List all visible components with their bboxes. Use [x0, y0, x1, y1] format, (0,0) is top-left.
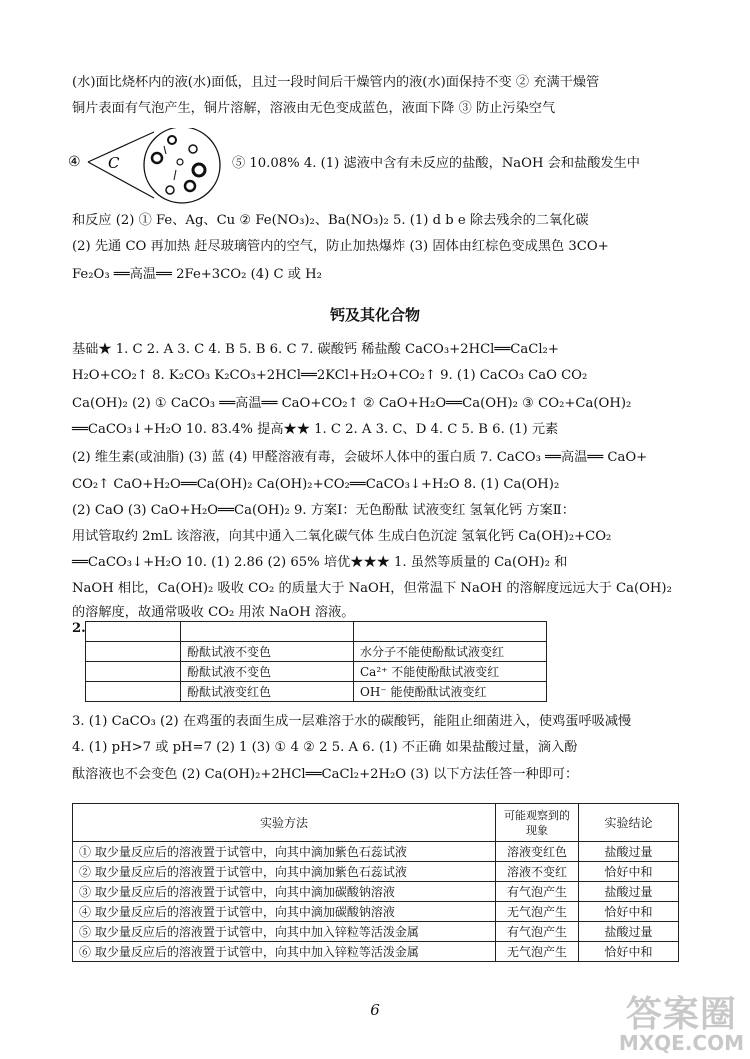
text-line: Ca(OH)₂ (2) ① CaCO₃ ══高温══ CaO+CO₂↑ ② CaO+H₂O══Ca(OH)₂ ③ CO₂+Ca(OH)₂	[72, 396, 632, 411]
section-title: 钙及其化合物	[329, 306, 420, 324]
text-line: Fe₂O₃ ══高温══ 2Fe+3CO₂ (4) C 或 H₂	[72, 267, 322, 282]
table-cell: 无气泡产生	[496, 902, 579, 922]
watermark-text: 答案圈	[625, 994, 737, 1035]
table-cell: 酚酞试液不变色	[181, 662, 354, 682]
particle-icon	[168, 136, 176, 144]
table-cell: 酚酞试液不变色	[181, 642, 354, 662]
table-row	[73, 862, 679, 882]
table-cell: ② 取少量反应后的溶液置于试管中，向其中滴加紫色石蕊试液	[73, 862, 496, 882]
table-row	[86, 662, 547, 682]
particle-icon	[193, 164, 205, 176]
table-header-row	[73, 804, 679, 842]
text-line: 4. (1) pH>7 或 pH=7 (2) 1 (3) ① 4 ② 2 5. A 6. (1) 不正确 如果盐酸过量，滴入酚	[72, 740, 578, 755]
table-cell: 无气泡产生	[496, 942, 579, 962]
particle-icon	[177, 159, 183, 165]
table-cell: 恰好中和	[579, 862, 679, 882]
text-line: 铜片表面有气泡产生，铜片溶解，溶液由无色变成蓝色，液面下降 ③ 防止污染空气	[72, 101, 556, 116]
table-cell: ④ 取少量反应后的溶液置于试管中，向其中滴加碳酸钠溶液	[73, 902, 496, 922]
watermark	[619, 986, 744, 1055]
table-cell: 水分子不能使酚酞试液变红	[354, 642, 547, 662]
text-line: (2) 先通 CO 再加热 赶尽玻璃管内的空气，防止加热爆炸 (3) 固体由红棕色变成黑色 3CO+	[72, 239, 609, 254]
text-line: (2) CaO (3) CaO+H₂O══Ca(OH)₂ 9. 方案Ⅰ：无色酚酞 试液变红 氢氧化钙 方案Ⅱ：	[72, 503, 575, 518]
column-header: 可能观察到的现象	[496, 804, 579, 842]
diagram-marker: ④	[68, 154, 81, 170]
text-line: NaOH 相比，Ca(OH)₂ 吸收 CO₂ 的质量大于 NaOH，但常温下 NaOH 的溶解度远远大于 Ca(OH)₂	[72, 581, 672, 596]
table-cell: 盐酸过量	[579, 882, 679, 902]
table-row	[73, 842, 679, 862]
text-line: 基础★ 1. C 2. A 3. C 4. B 5. B 6. C 7. 碳酸钙 稀盐酸 CaCO₃+2HCl══CaCl₂+	[72, 342, 559, 357]
text-line: 和反应 (2) ① Fe、Ag、Cu ② Fe(NO₃)₂、Ba(NO₃)₂ 5. (1) d b e 除去残余的二氧化碳	[72, 213, 589, 228]
table-row	[86, 682, 547, 702]
table-cell: 恰好中和	[579, 942, 679, 962]
answer-table-2	[72, 803, 679, 962]
table-cell: 有气泡产生	[496, 882, 579, 902]
text-line: (2) 维生素(或油脂) (3) 蓝 (4) 甲醛溶液有毒，会破坏人体中的蛋白质 7. CaCO₃ ══高温══ CaO+	[72, 450, 648, 465]
text-line: 的溶解度，故通常吸收 CO₂ 用浓 NaOH 溶液。	[72, 605, 355, 620]
question-label: 2.	[72, 621, 86, 636]
table-cell: OH⁻ 能使酚酞试液变红	[354, 682, 547, 702]
text-line: CO₂↑ CaO+H₂O══Ca(OH)₂ Ca(OH)₂+CO₂══CaCO₃↓+H₂O 8. (1) Ca(OH)₂	[72, 477, 560, 492]
column-header: 实验结论	[579, 804, 679, 842]
table-row	[73, 942, 679, 962]
table-row	[86, 642, 547, 662]
table-row	[86, 622, 547, 642]
text-line: ══CaCO₃↓+H₂O 10. (1) 2.86 (2) 65% 培优★★★ 1. 虽然等质量的 Ca(OH)₂ 和	[72, 555, 568, 570]
particle-icon	[185, 181, 195, 191]
particle-icon	[152, 153, 162, 163]
text-line: 3. (1) CaCO₃ (2) 在鸡蛋的表面生成一层难溶于水的碳酸钙，能阻止细菌进入，使鸡蛋呼吸减慢	[72, 714, 632, 729]
diagram-label: C	[108, 154, 120, 172]
table-row	[73, 922, 679, 942]
table-cell: 盐酸过量	[579, 842, 679, 862]
table-cell: 溶液不变红	[496, 862, 579, 882]
column-header: 实验方法	[73, 804, 496, 842]
text-line: H₂O+CO₂↑ 8. K₂CO₃ K₂CO₃+2HCl══2KCl+H₂O+CO₂↑ 9. (1) CaCO₃ CaO CO₂	[72, 368, 588, 383]
particle-icon	[166, 186, 174, 194]
table-row	[73, 902, 679, 922]
table-cell: ⑥ 取少量反应后的溶液置于试管中，向其中加入锌粒等活泼金属	[73, 942, 496, 962]
answer-table-1	[85, 621, 547, 702]
table-cell: 恰好中和	[579, 902, 679, 922]
circle-diagram	[68, 128, 223, 212]
watermark-url: MXQE.COM	[618, 1031, 744, 1055]
text-line: 用试管取约 2mL 该溶液，向其中通入二氧化碳气体 生成白色沉淀 氢氧化钙 Ca(OH)₂+CO₂	[72, 529, 612, 544]
table-cell: ① 取少量反应后的溶液置于试管中，向其中滴加紫色石蕊试液	[73, 842, 496, 862]
table-cell: ③ 取少量反应后的溶液置于试管中，向其中滴加碳酸钠溶液	[73, 882, 496, 902]
table-row	[73, 882, 679, 902]
text-line: ⑤ 10.08% 4. (1) 滤液中含有未反应的盐酸，NaOH 会和盐酸发生中	[232, 156, 640, 171]
text-line: (水)面比烧杯内的液(水)面低，且过一段时间后干燥管内的液(水)面保持不变 ② 充满干燥管	[72, 75, 600, 90]
table-cell: Ca²⁺ 不能使酚酞试液变红	[354, 662, 547, 682]
table-cell: 盐酸过量	[579, 922, 679, 942]
magnified-circle	[144, 128, 220, 203]
text-line: 酞溶液也不会变色 (2) Ca(OH)₂+2HCl══CaCl₂+2H₂O (3) 以下方法任答一种即可：	[72, 767, 579, 782]
particle-icon	[189, 145, 197, 153]
table-cell	[354, 622, 547, 642]
table-cell: 溶液变红色	[496, 842, 579, 862]
text-line: ══CaCO₃↓+H₂O 10. 83.4% 提高★★ 1. C 2. A 3. C、D 4. C 5. B 6. (1) 元素	[72, 422, 559, 437]
table-cell: ⑤ 取少量反应后的溶液置于试管中，向其中加入锌粒等活泼金属	[73, 922, 496, 942]
table-cell	[181, 622, 354, 642]
page-number: 6	[370, 1001, 380, 1019]
table-cell: 有气泡产生	[496, 922, 579, 942]
table-cell: 酚酞试液变红色	[181, 682, 354, 702]
